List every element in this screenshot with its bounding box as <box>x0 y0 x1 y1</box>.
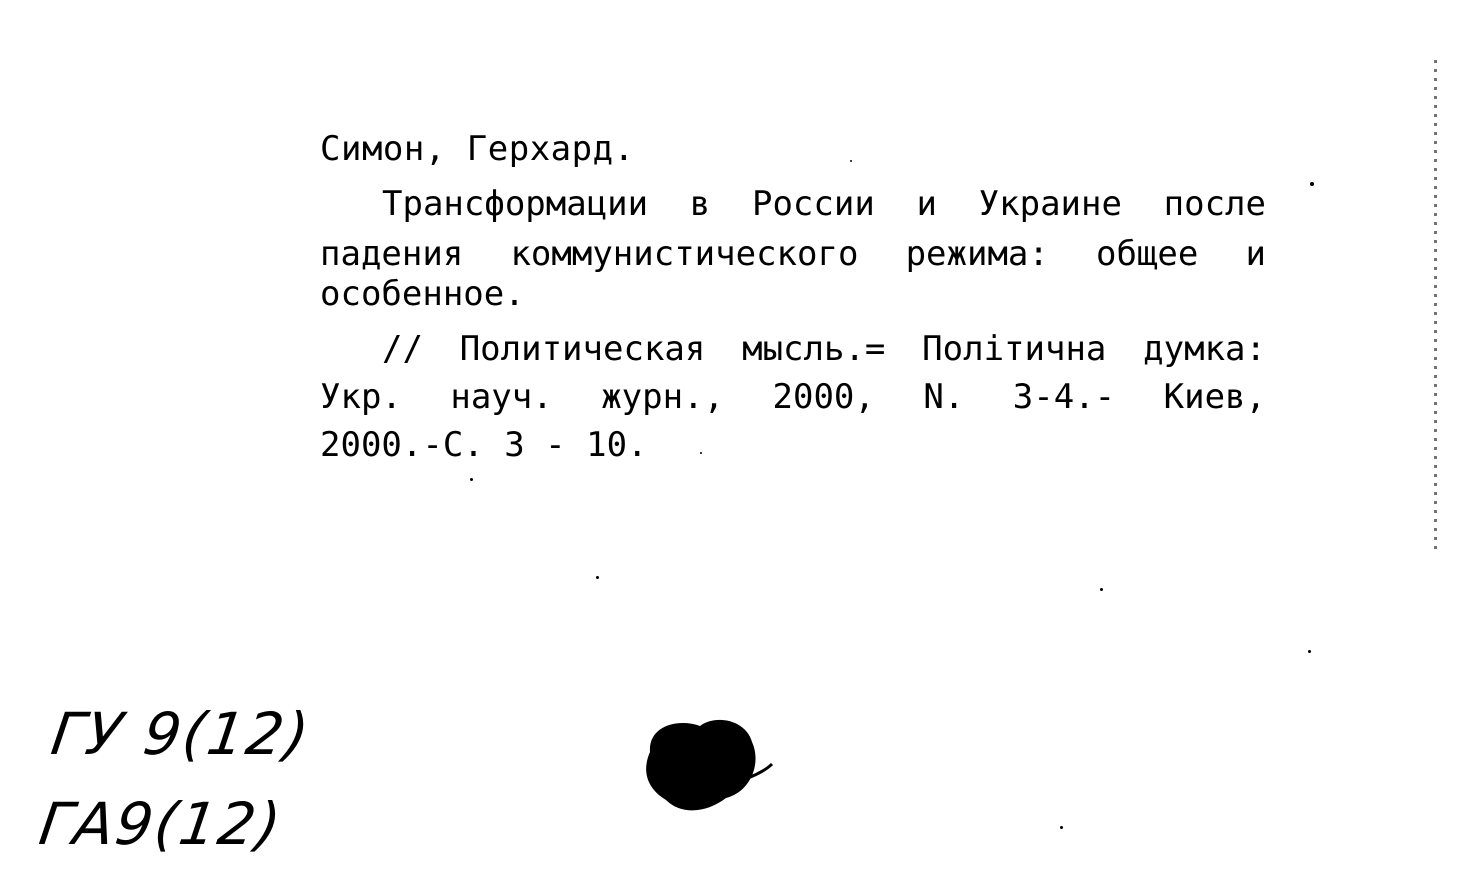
title-block <box>320 180 1266 318</box>
title-line-2: падения коммунистического режима: общее и <box>320 234 1266 274</box>
speck <box>596 576 599 579</box>
source-line-3: 2000.-С. 3 - 10. <box>320 425 648 465</box>
shelf-mark-2: ГА9(12) <box>35 790 287 858</box>
speck <box>1310 182 1314 186</box>
card-edge-mark <box>1434 60 1437 550</box>
source-block <box>320 325 1266 469</box>
source-line-2: Укр. науч. журн., 2000, N. 3-4.- Киев, <box>320 377 1266 417</box>
ink-blot-icon <box>638 712 778 822</box>
title-line-3: особенное. <box>320 274 525 314</box>
title-line-1: Трансформации в России и Украине после <box>382 184 1266 224</box>
speck <box>1060 826 1063 829</box>
shelf-mark-1: ГУ 9(12) <box>47 700 315 768</box>
speck <box>470 478 473 481</box>
speck <box>700 452 702 454</box>
speck <box>1100 588 1103 591</box>
author-name: Симон, Герхард. <box>320 129 635 169</box>
source-line-1: // Политическая мысль.= Політична думка: <box>382 329 1266 369</box>
speck <box>1308 650 1311 653</box>
speck <box>850 160 852 162</box>
